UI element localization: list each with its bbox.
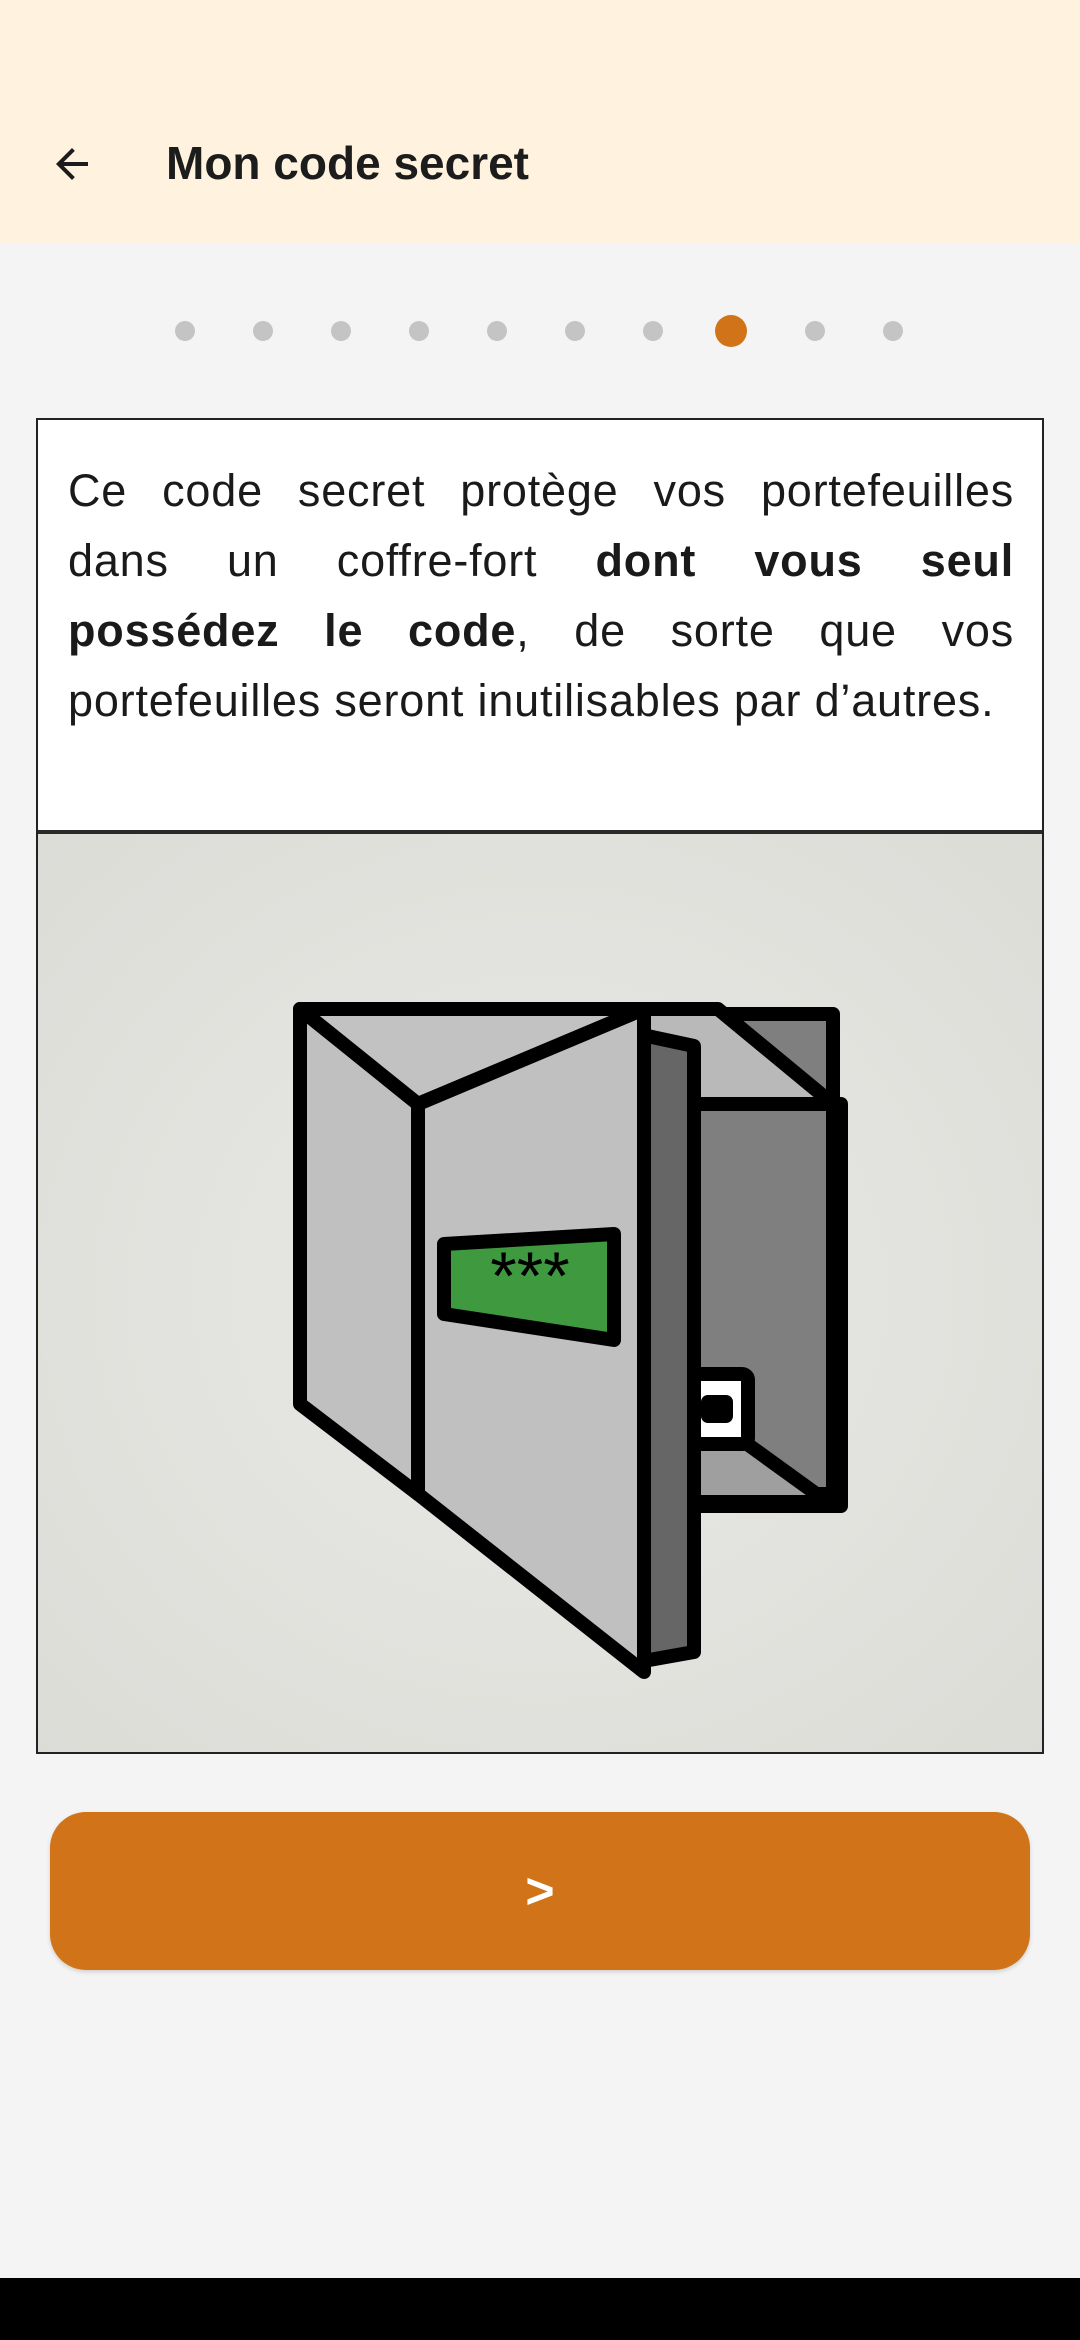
- page-dot: [253, 321, 273, 341]
- onboarding-card: [36, 418, 1044, 1754]
- page-dot-active: [715, 315, 747, 347]
- back-button[interactable]: [36, 128, 108, 200]
- system-navigation-bar: [0, 2278, 1080, 2340]
- card-description: [68, 456, 1014, 736]
- page-dot: [331, 321, 351, 341]
- page-title: Mon code secret: [166, 137, 529, 189]
- code-label: ***: [490, 1238, 570, 1314]
- page-dot: [565, 321, 585, 341]
- page-dot: [805, 321, 825, 341]
- page-dot: [175, 321, 195, 341]
- safe-illustration: [38, 834, 1042, 1752]
- arrow-left-icon: [48, 140, 96, 188]
- description-text-bold: dont vous seul possédez le code: [68, 535, 1014, 656]
- next-button[interactable]: >: [50, 1812, 1030, 1970]
- page-dot: [487, 321, 507, 341]
- page-indicator: [0, 310, 1080, 350]
- page-dot: [643, 321, 663, 341]
- open-safe-icon: [38, 834, 1042, 1752]
- description-text-1: Ce code secret protège vos portefeuilles dans un coffre-fort: [68, 465, 1014, 586]
- description-text-2: , de sorte que vos portefeuilles seront inutilisables par d’autres.: [68, 605, 1014, 726]
- app-bar: [0, 0, 1080, 244]
- page-dot: [883, 321, 903, 341]
- page-dot: [409, 321, 429, 341]
